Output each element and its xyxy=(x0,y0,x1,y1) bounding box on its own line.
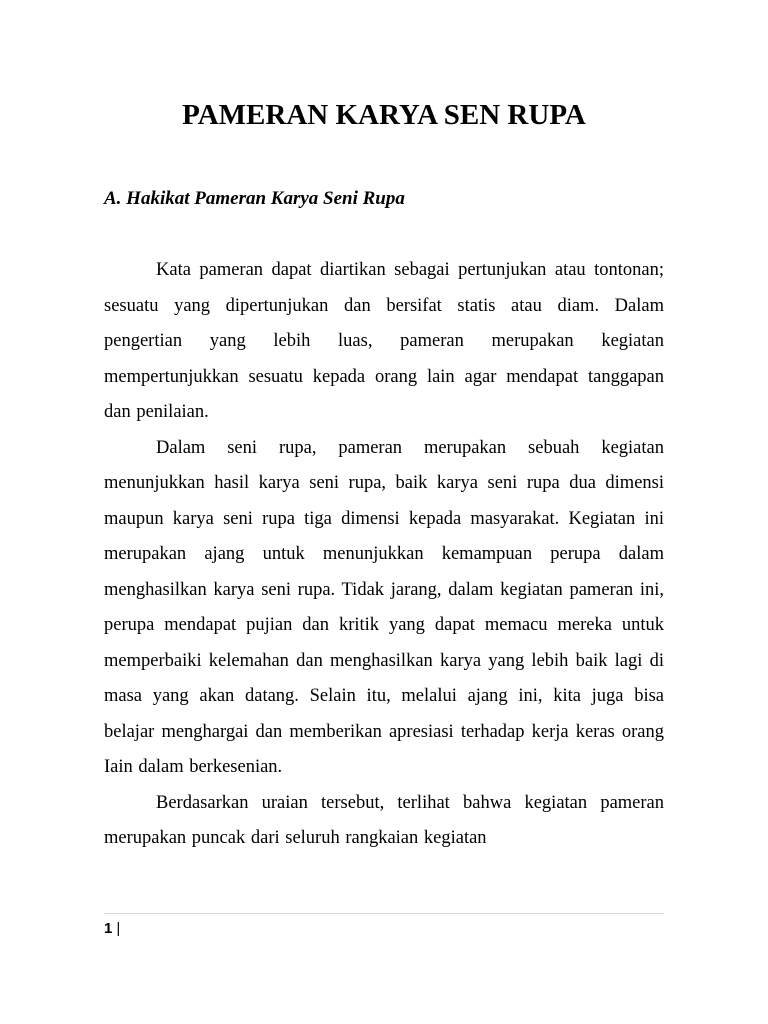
section-heading: A. Hakikat Pameran Karya Seni Rupa xyxy=(104,188,405,209)
page-number: 1 xyxy=(104,920,113,937)
paragraph-2: Dalam seni rupa, pameran merupakan sebuah kegiatan menunjukkan hasil karya seni rupa, baik karya seni rupa dua dimensi maupun karya seni rupa tiga dimensi kepada masyarakat. Kegiatan ini merupakan ajang untuk menunjukkan kemampuan perupa dalam menghasilkan karya seni rupa. Tidak jarang, dalam kegiatan pameran ini, perupa mendapat pujian dan kritik yang dapat memacu mereka untuk memperbaiki kelemahan dan menghasilkan karya yang lebih baik lagi di masa yang akan datang. Selain itu, melalui ajang ini, kita juga bisa belajar menghargai dan memberikan apresiasi terhadap kerja keras orang Iain dalam berkesenian. xyxy=(104,437,664,777)
paragraph-3: Berdasarkan uraian tersebut, terlihat bahwa kegiatan pameran merupakan puncak dari seluruh rangkaian kegiatan xyxy=(104,792,664,848)
page-footer xyxy=(104,918,120,940)
footer-separator: | xyxy=(116,920,121,937)
document-page xyxy=(104,0,664,1024)
footer-divider xyxy=(104,913,664,914)
document-title: PAMERAN KARYA SEN RUPA xyxy=(182,99,586,131)
paragraph-1: Kata pameran dapat diartikan sebagai pertunjukan atau tontonan; sesuatu yang dipertunjukan dan bersifat statis atau diam. Dalam pengertian yang lebih luas, pameran merupakan kegiatan mempertunjukkan sesuatu kepada orang lain agar mendapat tanggapan dan penilaian. xyxy=(104,260,664,422)
body-text xyxy=(104,253,664,857)
